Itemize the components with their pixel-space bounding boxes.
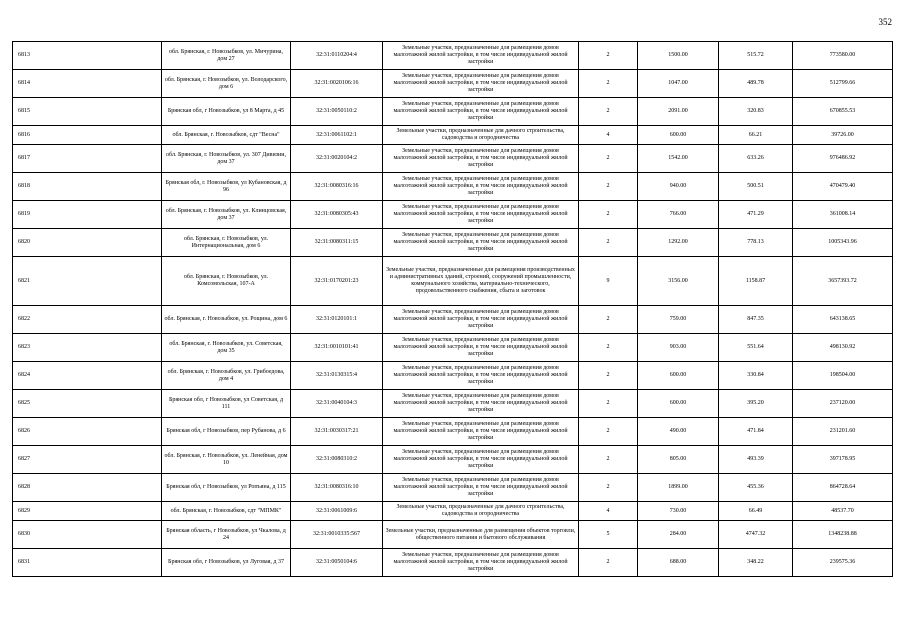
row-address: обл. Брянская, г. Новозыбков, ул. Мичурина, дом 27 bbox=[162, 42, 291, 70]
row-address: Брянская обл, г Новозыбков, ул Ропъяна, д 115 bbox=[162, 474, 291, 502]
row-address: Брянская область, г Новозыбков, ул Чкалова, д 24 bbox=[162, 521, 291, 549]
row-rate: 847.35 bbox=[719, 306, 793, 334]
row-address: обл. Брянская, г. Новозыбков, ул. Интернациональная, дом 6 bbox=[162, 229, 291, 257]
row-cadastral-value: 498130.92 bbox=[793, 334, 893, 362]
row-area: 688.00 bbox=[638, 549, 719, 577]
row-cadastral-number: 32:31:0040104:3 bbox=[291, 390, 383, 418]
row-cadastral-number: 32:31:0080316:16 bbox=[291, 173, 383, 201]
row-number: 6825 bbox=[13, 390, 162, 418]
table-row bbox=[13, 257, 893, 306]
row-group: 2 bbox=[579, 229, 638, 257]
page-number: 352 bbox=[878, 17, 892, 27]
table-row bbox=[13, 201, 893, 229]
row-number: 6826 bbox=[13, 418, 162, 446]
row-area: 1047.00 bbox=[638, 70, 719, 98]
row-number: 6823 bbox=[13, 334, 162, 362]
row-group: 5 bbox=[579, 521, 638, 549]
row-group: 2 bbox=[579, 42, 638, 70]
row-number: 6828 bbox=[13, 474, 162, 502]
row-rate: 1158.87 bbox=[719, 257, 793, 306]
table-row bbox=[13, 145, 893, 173]
row-group: 2 bbox=[579, 306, 638, 334]
row-address: обл. Брянская, г. Новозыбков, ул. Советская, дом 35 bbox=[162, 334, 291, 362]
row-address: Брянская обл, г Новозыбков, ул Луговая, д 37 bbox=[162, 549, 291, 577]
row-rate: 493.39 bbox=[719, 446, 793, 474]
row-cadastral-number: 32:31:0061102:1 bbox=[291, 126, 383, 145]
row-address: обл. Брянская, г. Новозыбков, ул. Рощина, дом 6 bbox=[162, 306, 291, 334]
row-area: 490.00 bbox=[638, 418, 719, 446]
row-address: обл. Брянская, г. Новозыбков, ул. Володарского, дом 6 bbox=[162, 70, 291, 98]
table-row bbox=[13, 390, 893, 418]
table-row bbox=[13, 126, 893, 145]
row-cadastral-number: 32:31:0130315:4 bbox=[291, 362, 383, 390]
row-group: 2 bbox=[579, 362, 638, 390]
table-body bbox=[13, 42, 893, 577]
row-address: обл. Брянская, г. Новозыбков, ул. 307 Дивизии, дом 37 bbox=[162, 145, 291, 173]
row-cadastral-value: 512799.66 bbox=[793, 70, 893, 98]
row-rate: 66.21 bbox=[719, 126, 793, 145]
row-rate: 489.78 bbox=[719, 70, 793, 98]
table-row bbox=[13, 502, 893, 521]
table-row bbox=[13, 42, 893, 70]
row-cadastral-value: 976486.92 bbox=[793, 145, 893, 173]
row-number: 6818 bbox=[13, 173, 162, 201]
row-land-category: Земельные участки, предназначенные для размещения домов малоэтажной жилой застройки, в том числе индивидуальной жилой застройки bbox=[383, 390, 579, 418]
row-area: 759.00 bbox=[638, 306, 719, 334]
land-registry-table bbox=[12, 41, 893, 577]
row-land-category: Земельные участки, предназначенные для размещения домов малоэтажной жилой застройки, в том числе индивидуальной жилой застройки bbox=[383, 362, 579, 390]
row-address: Брянская обл, г. Новозыбков, ул Кубановская, д 96 bbox=[162, 173, 291, 201]
row-rate: 500.51 bbox=[719, 173, 793, 201]
row-rate: 471.84 bbox=[719, 418, 793, 446]
row-number: 6814 bbox=[13, 70, 162, 98]
row-number: 6821 bbox=[13, 257, 162, 306]
row-land-category: Земельные участки, предназначенные для размещения домов малоэтажной жилой застройки, в том числе индивидуальной жилой застройки bbox=[383, 98, 579, 126]
row-number: 6817 bbox=[13, 145, 162, 173]
row-cadastral-value: 470479.40 bbox=[793, 173, 893, 201]
row-area: 284.00 bbox=[638, 521, 719, 549]
row-cadastral-number: 32:31:0030317:21 bbox=[291, 418, 383, 446]
row-group: 4 bbox=[579, 126, 638, 145]
row-area: 1542.00 bbox=[638, 145, 719, 173]
row-group: 2 bbox=[579, 98, 638, 126]
row-address: обл. Брянская, г. Новозыбков, ул. Клинцовская, дом 37 bbox=[162, 201, 291, 229]
row-area: 766.00 bbox=[638, 201, 719, 229]
row-cadastral-number: 32:31:0080305:43 bbox=[291, 201, 383, 229]
row-cadastral-value: 198504.00 bbox=[793, 362, 893, 390]
row-cadastral-number: 32:31:0020104:2 bbox=[291, 145, 383, 173]
row-cadastral-value: 397178.95 bbox=[793, 446, 893, 474]
row-cadastral-value: 3657393.72 bbox=[793, 257, 893, 306]
row-address: Брянская обл, г Новозыбков, пер Рубанова, д 6 bbox=[162, 418, 291, 446]
row-cadastral-number: 32:31:0080311:15 bbox=[291, 229, 383, 257]
row-cadastral-number: 32:31:0120101:1 bbox=[291, 306, 383, 334]
row-land-category: Земельные участки, предназначенные для размещения объектов торговли, общественного питания и бытового обслуживания bbox=[383, 521, 579, 549]
row-cadastral-number: 32:31:0080310:2 bbox=[291, 446, 383, 474]
row-cadastral-number: 32:31:0061009:6 bbox=[291, 502, 383, 521]
table-row bbox=[13, 173, 893, 201]
row-group: 2 bbox=[579, 334, 638, 362]
row-cadastral-value: 361008.14 bbox=[793, 201, 893, 229]
row-land-category: Земельные участки, предназначенные для размещения домов малоэтажной жилой застройки, в том числе индивидуальной жилой застройки bbox=[383, 549, 579, 577]
row-land-category: Земельные участки, предназначенные для дачного строительства, садоводства и огородничества bbox=[383, 126, 579, 145]
row-land-category: Земельные участки, предназначенные для размещения домов малоэтажной жилой застройки, в том числе индивидуальной жилой застройки bbox=[383, 446, 579, 474]
row-group: 2 bbox=[579, 446, 638, 474]
table-row bbox=[13, 306, 893, 334]
row-group: 4 bbox=[579, 502, 638, 521]
row-address: обл. Брянская, г. Новозыбков, сдт "МПМК" bbox=[162, 502, 291, 521]
row-land-category: Земельные участки, предназначенные для размещения домов малоэтажной жилой застройки, в том числе индивидуальной жилой застройки bbox=[383, 474, 579, 502]
row-land-category: Земельные участки, предназначенные для размещения домов малоэтажной жилой застройки, в том числе индивидуальной жилой застройки bbox=[383, 145, 579, 173]
row-area: 805.00 bbox=[638, 446, 719, 474]
row-address: обл. Брянская, г. Новозыбков, сдт "Весна" bbox=[162, 126, 291, 145]
table-row bbox=[13, 446, 893, 474]
row-cadastral-value: 773580.00 bbox=[793, 42, 893, 70]
row-area: 3156.00 bbox=[638, 257, 719, 306]
row-number: 6816 bbox=[13, 126, 162, 145]
row-cadastral-value: 239575.36 bbox=[793, 549, 893, 577]
row-number: 6813 bbox=[13, 42, 162, 70]
row-area: 903.00 bbox=[638, 334, 719, 362]
row-land-category: Земельные участки, предназначенные для размещения домов малоэтажной жилой застройки, в том числе индивидуальной жилой застройки bbox=[383, 70, 579, 98]
table-row bbox=[13, 334, 893, 362]
row-group: 2 bbox=[579, 70, 638, 98]
row-rate: 320.83 bbox=[719, 98, 793, 126]
row-number: 6824 bbox=[13, 362, 162, 390]
table-row bbox=[13, 70, 893, 98]
row-cadastral-number: 32:31:0110204:4 bbox=[291, 42, 383, 70]
row-rate: 551.64 bbox=[719, 334, 793, 362]
row-land-category: Земельные участки, предназначенные для размещения домов малоэтажной жилой застройки, в том числе индивидуальной жилой застройки bbox=[383, 201, 579, 229]
row-land-category: Земельные участки, предназначенные для размещения домов малоэтажной жилой застройки, в том числе индивидуальной жилой застройки bbox=[383, 334, 579, 362]
table-row bbox=[13, 418, 893, 446]
row-rate: 395.20 bbox=[719, 390, 793, 418]
row-rate: 330.84 bbox=[719, 362, 793, 390]
row-group: 2 bbox=[579, 390, 638, 418]
row-rate: 515.72 bbox=[719, 42, 793, 70]
row-rate: 778.13 bbox=[719, 229, 793, 257]
row-area: 1292.00 bbox=[638, 229, 719, 257]
row-group: 2 bbox=[579, 201, 638, 229]
row-area: 1899.00 bbox=[638, 474, 719, 502]
row-rate: 348.22 bbox=[719, 549, 793, 577]
row-land-category: Земельные участки, предназначенные для размещения домов малоэтажной жилой застройки, в том числе индивидуальной жилой застройки bbox=[383, 418, 579, 446]
row-cadastral-value: 643138.65 bbox=[793, 306, 893, 334]
row-cadastral-value: 1348238.88 bbox=[793, 521, 893, 549]
row-group: 2 bbox=[579, 418, 638, 446]
row-number: 6822 bbox=[13, 306, 162, 334]
row-land-category: Земельные участки, предназначенные для размещения домов малоэтажной жилой застройки, в том числе индивидуальной жилой застройки bbox=[383, 229, 579, 257]
row-cadastral-number: 32:31:0010335:567 bbox=[291, 521, 383, 549]
row-cadastral-number: 32:31:0050110:2 bbox=[291, 98, 383, 126]
row-address: обл. Брянская, г. Новозыбков, ул. Комсомольская, 107-А bbox=[162, 257, 291, 306]
row-address: Брянская обл, г Новозыбков, ул 8 Марта, д 45 bbox=[162, 98, 291, 126]
row-cadastral-value: 1005343.96 bbox=[793, 229, 893, 257]
row-rate: 66.49 bbox=[719, 502, 793, 521]
row-area: 600.00 bbox=[638, 362, 719, 390]
row-number: 6831 bbox=[13, 549, 162, 577]
row-group: 2 bbox=[579, 173, 638, 201]
row-cadastral-value: 39726.00 bbox=[793, 126, 893, 145]
row-address: обл. Брянская, г. Новозыбков, ул. Грибоедова, дом 4 bbox=[162, 362, 291, 390]
row-cadastral-number: 32:31:0010101:41 bbox=[291, 334, 383, 362]
row-number: 6819 bbox=[13, 201, 162, 229]
row-cadastral-number: 32:31:0170201:23 bbox=[291, 257, 383, 306]
table-row bbox=[13, 229, 893, 257]
row-group: 2 bbox=[579, 145, 638, 173]
table-row bbox=[13, 549, 893, 577]
row-land-category: Земельные участки, предназначенные для размещения домов малоэтажной жилой застройки, в том числе индивидуальной жилой застройки bbox=[383, 42, 579, 70]
row-cadastral-value: 231201.60 bbox=[793, 418, 893, 446]
row-group: 2 bbox=[579, 549, 638, 577]
row-rate: 471.29 bbox=[719, 201, 793, 229]
table-row bbox=[13, 521, 893, 549]
row-cadastral-value: 670855.53 bbox=[793, 98, 893, 126]
row-area: 730.00 bbox=[638, 502, 719, 521]
row-number: 6829 bbox=[13, 502, 162, 521]
row-number: 6820 bbox=[13, 229, 162, 257]
table-row bbox=[13, 474, 893, 502]
row-area: 600.00 bbox=[638, 390, 719, 418]
row-cadastral-number: 32:31:0050104:6 bbox=[291, 549, 383, 577]
row-address: обл. Брянская, г. Новозыбков, ул. Ленейная, дом 10 bbox=[162, 446, 291, 474]
row-cadastral-number: 32:31:0080316:10 bbox=[291, 474, 383, 502]
row-area: 1500.00 bbox=[638, 42, 719, 70]
row-land-category: Земельные участки, предназначенные для размещения домов малоэтажной жилой застройки, в том числе индивидуальной жилой застройки bbox=[383, 306, 579, 334]
table-row bbox=[13, 362, 893, 390]
row-cadastral-value: 48537.70 bbox=[793, 502, 893, 521]
table-row bbox=[13, 98, 893, 126]
row-rate: 633.26 bbox=[719, 145, 793, 173]
row-land-category: Земельные участки, предназначенные для дачного строительства, садоводства и огородничества bbox=[383, 502, 579, 521]
row-area: 2091.00 bbox=[638, 98, 719, 126]
row-cadastral-value: 237120.00 bbox=[793, 390, 893, 418]
row-group: 9 bbox=[579, 257, 638, 306]
row-group: 2 bbox=[579, 474, 638, 502]
row-rate: 4747.32 bbox=[719, 521, 793, 549]
row-area: 600.00 bbox=[638, 126, 719, 145]
row-number: 6815 bbox=[13, 98, 162, 126]
row-land-category: Земельные участки, предназначенные для размещения домов малоэтажной жилой застройки, в том числе индивидуальной жилой застройки bbox=[383, 173, 579, 201]
row-land-category: Земельные участки, предназначенные для размещения производственных и административных зданий, строений, сооружений промышленности, коммунального хозяйства, материально-технического, продовольственного снабжения, сбыта и заготовок bbox=[383, 257, 579, 306]
row-address: Брянская обл, г Новозыбков, ул Советская, д 111 bbox=[162, 390, 291, 418]
row-rate: 455.36 bbox=[719, 474, 793, 502]
row-area: 940.00 bbox=[638, 173, 719, 201]
row-number: 6827 bbox=[13, 446, 162, 474]
row-cadastral-value: 864728.64 bbox=[793, 474, 893, 502]
row-cadastral-number: 32:31:0020106:16 bbox=[291, 70, 383, 98]
row-number: 6830 bbox=[13, 521, 162, 549]
